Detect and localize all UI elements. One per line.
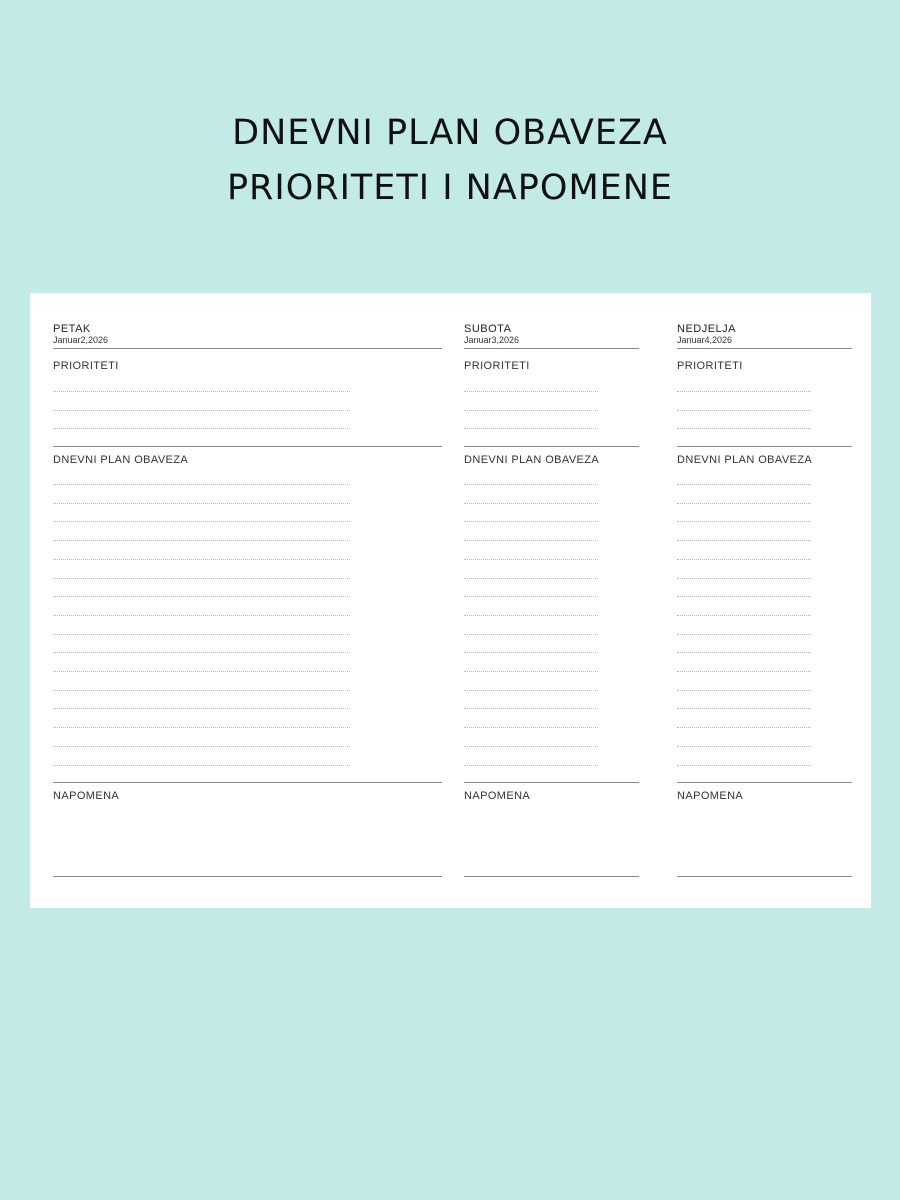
writing-line[interactable] xyxy=(464,410,598,411)
notes-label: NAPOMENA xyxy=(53,790,120,802)
writing-line[interactable] xyxy=(53,503,350,504)
writing-line[interactable] xyxy=(677,727,811,728)
priorities-divider xyxy=(53,446,442,447)
writing-line[interactable] xyxy=(464,503,598,504)
daily-plan-divider xyxy=(464,782,639,783)
day-name: PETAK xyxy=(53,323,91,335)
writing-line[interactable] xyxy=(464,484,598,485)
day-name: SUBOTA xyxy=(464,323,512,335)
writing-line[interactable] xyxy=(677,708,811,709)
writing-line[interactable] xyxy=(677,634,811,635)
writing-line[interactable] xyxy=(53,652,350,653)
priorities-label: PRIORITETI xyxy=(53,360,119,372)
writing-line[interactable] xyxy=(677,521,811,522)
writing-line[interactable] xyxy=(53,559,350,560)
writing-line[interactable] xyxy=(677,578,811,579)
writing-line[interactable] xyxy=(464,578,598,579)
writing-line[interactable] xyxy=(53,540,350,541)
writing-line[interactable] xyxy=(53,746,350,747)
date-underline xyxy=(464,348,639,349)
writing-line[interactable] xyxy=(464,615,598,616)
page-title-line-2: PRIORITETI I NAPOMENE xyxy=(226,168,674,208)
writing-line[interactable] xyxy=(53,727,350,728)
writing-line[interactable] xyxy=(53,615,350,616)
daily-plan-divider xyxy=(53,782,442,783)
writing-line[interactable] xyxy=(677,615,811,616)
notes-label: NAPOMENA xyxy=(464,790,531,802)
writing-line[interactable] xyxy=(464,521,598,522)
notes-line[interactable] xyxy=(677,876,852,877)
writing-line[interactable] xyxy=(677,652,811,653)
writing-line[interactable] xyxy=(677,428,811,429)
daily-plan-label: DNEVNI PLAN OBAVEZA xyxy=(53,454,189,466)
writing-line[interactable] xyxy=(53,596,350,597)
notes-label: NAPOMENA xyxy=(677,790,744,802)
writing-line[interactable] xyxy=(464,428,598,429)
page-title-line-1: DNEVNI PLAN OBAVEZA xyxy=(232,113,668,153)
day-date: Januar2,2026 xyxy=(53,335,109,345)
writing-line[interactable] xyxy=(464,765,598,766)
writing-line[interactable] xyxy=(53,391,350,392)
writing-line[interactable] xyxy=(53,428,350,429)
writing-line[interactable] xyxy=(53,521,350,522)
writing-line[interactable] xyxy=(677,391,811,392)
writing-line[interactable] xyxy=(677,690,811,691)
daily-plan-divider xyxy=(677,782,852,783)
priorities-label: PRIORITETI xyxy=(464,360,530,372)
day-column-friday xyxy=(53,293,442,908)
priorities-divider xyxy=(464,446,639,447)
writing-line[interactable] xyxy=(464,746,598,747)
writing-line[interactable] xyxy=(464,727,598,728)
writing-line[interactable] xyxy=(677,765,811,766)
writing-line[interactable] xyxy=(464,690,598,691)
writing-line[interactable] xyxy=(464,652,598,653)
date-underline xyxy=(677,348,852,349)
writing-line[interactable] xyxy=(53,410,350,411)
writing-line[interactable] xyxy=(53,690,350,691)
writing-line[interactable] xyxy=(53,578,350,579)
priorities-label: PRIORITETI xyxy=(677,360,743,372)
writing-line[interactable] xyxy=(464,596,598,597)
daily-plan-label: DNEVNI PLAN OBAVEZA xyxy=(464,454,600,466)
writing-line[interactable] xyxy=(677,596,811,597)
writing-line[interactable] xyxy=(677,503,811,504)
notes-line[interactable] xyxy=(53,876,442,877)
writing-line[interactable] xyxy=(53,634,350,635)
writing-line[interactable] xyxy=(677,410,811,411)
writing-line[interactable] xyxy=(464,540,598,541)
writing-line[interactable] xyxy=(677,540,811,541)
notes-line[interactable] xyxy=(464,876,639,877)
writing-line[interactable] xyxy=(53,708,350,709)
writing-line[interactable] xyxy=(464,391,598,392)
writing-line[interactable] xyxy=(464,671,598,672)
writing-line[interactable] xyxy=(677,559,811,560)
writing-line[interactable] xyxy=(677,671,811,672)
writing-line[interactable] xyxy=(464,559,598,560)
writing-line[interactable] xyxy=(53,671,350,672)
day-date: Januar4,2026 xyxy=(677,335,733,345)
writing-line[interactable] xyxy=(53,765,350,766)
writing-line[interactable] xyxy=(53,484,350,485)
priorities-divider xyxy=(677,446,852,447)
writing-line[interactable] xyxy=(464,708,598,709)
day-name: NEDJELJA xyxy=(677,323,737,335)
day-date: Januar3,2026 xyxy=(464,335,520,345)
planner-sheet xyxy=(30,293,871,908)
writing-line[interactable] xyxy=(464,634,598,635)
day-column-saturday xyxy=(464,293,639,908)
writing-line[interactable] xyxy=(677,484,811,485)
daily-plan-label: DNEVNI PLAN OBAVEZA xyxy=(677,454,813,466)
writing-line[interactable] xyxy=(677,746,811,747)
day-column-sunday xyxy=(677,293,852,908)
date-underline xyxy=(53,348,442,349)
